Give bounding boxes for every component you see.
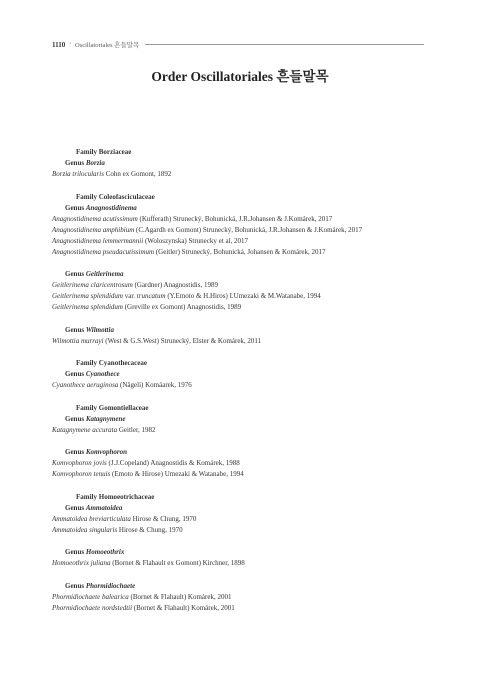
genus-name: Komvophoron	[85, 448, 128, 456]
genus-prefix: Genus	[65, 414, 85, 423]
taxon-group	[52, 447, 440, 480]
species-entry	[52, 302, 440, 313]
species-name: Cyanothece aeruginosa	[52, 381, 119, 389]
taxon-group	[52, 492, 440, 536]
taxonomy-list	[52, 147, 440, 614]
species-authority: Cohn ex Gomont, 1892	[105, 170, 172, 178]
species-entry	[52, 169, 440, 180]
species-name: Geitlerinema splendidum	[52, 303, 123, 311]
group-spacer	[52, 436, 440, 448]
genus-prefix: Genus	[65, 503, 85, 512]
variety-name: truncatum	[136, 292, 166, 300]
species-authority: (Bornet & Flahault) Komárek, 2001	[130, 592, 232, 601]
taxon-group	[52, 547, 440, 569]
running-header	[52, 40, 424, 49]
group-spacer	[52, 180, 440, 192]
species-entry	[52, 336, 440, 347]
species-entry	[52, 514, 440, 525]
genus-prefix: Genus	[65, 448, 85, 456]
species-name: Ammatoidea singularis	[52, 525, 118, 534]
genus-name: Cyanothece	[85, 370, 120, 378]
group-spacer	[52, 258, 440, 270]
species-name: Wilmottia murrayi	[52, 336, 104, 345]
species-name: Phormidiochaete nordstedtii	[52, 603, 133, 612]
species-name: Homoeothrix juliana	[52, 559, 111, 567]
species-name: Phormidiochaete balearica	[52, 592, 129, 601]
genus-name: Phormidiochaete	[85, 581, 136, 590]
genus-name: Borzia	[85, 159, 105, 167]
species-entry	[52, 291, 440, 302]
species-authority: (Gardner) Anagnostidis, 1989	[134, 281, 218, 289]
taxon-group	[52, 358, 440, 391]
species-authority: (Greville ex Gomont) Anagnostidis, 1989	[124, 303, 242, 311]
species-entry	[52, 425, 440, 436]
species-authority: Hirose & Chung, 1970	[118, 525, 183, 534]
species-authority: (Bornet & Flahault ex Gomont) Kirchner, 1898	[112, 559, 245, 567]
species-entry	[52, 469, 440, 480]
species-name: Anagnostidinema pseudacutissimum	[52, 247, 155, 256]
species-authority: (Geitler) Strunecký, Bohunická, Johansen & Komárek, 2017	[155, 247, 326, 256]
genus-prefix: Genus	[65, 370, 85, 378]
species-authority: (Nägeli) Komáarek, 1976	[120, 381, 192, 389]
species-name: Anagnostidinema lemmermannii	[52, 236, 144, 245]
group-spacer	[52, 569, 440, 581]
running-title: Oscillatoriales 흔들말목	[75, 42, 140, 49]
genus-heading	[52, 547, 440, 558]
taxon-group	[52, 147, 440, 180]
group-spacer	[52, 480, 440, 492]
genus-prefix: Genus	[65, 203, 85, 212]
genus-name: Homoeothrix	[85, 548, 125, 556]
genus-heading	[52, 269, 440, 280]
genus-name: Katagnymene	[85, 414, 126, 423]
species-name: Ammatoidea breviarticulata	[52, 514, 131, 523]
species-authority: (Bornet & Flahault) Komárek, 2001	[133, 603, 235, 612]
taxon-group	[52, 269, 440, 313]
group-spacer	[52, 536, 440, 548]
page-title: Order Oscillatoriales 흔들말목	[151, 69, 329, 84]
species-entry	[52, 380, 440, 391]
species-authority: (C.Agardh ex Gomont) Strunecký, Bohunická, J.R.Johansen & J.Komárek, 2017	[136, 225, 363, 234]
group-spacer	[52, 347, 440, 359]
genus-name: Anagnostidinema	[85, 203, 137, 212]
species-authority: (West & G.S.West) Strunecký, Elster & Komárek, 2011	[105, 336, 262, 345]
genus-heading	[52, 369, 440, 380]
species-authority: Geitler, 1982	[118, 425, 156, 434]
species-name: Katagnymene accurata	[52, 425, 118, 434]
genus-heading	[52, 414, 440, 425]
species-name: Anagnostidinema acutissimum	[52, 214, 138, 223]
genus-prefix: Genus	[65, 270, 85, 278]
species-authority: (Emoto & Hirose) Umezaki & Watanabe, 1994	[112, 470, 244, 478]
genus-heading	[52, 158, 440, 169]
family-heading: Family Homoeotrichaceae	[76, 492, 155, 501]
species-entry	[52, 592, 440, 603]
genus-prefix: Genus	[65, 581, 85, 590]
species-authority: (Y.Emoto & H.Hiros) I.Umezaki & M.Watanabe, 1994	[167, 292, 321, 300]
genus-heading	[52, 203, 440, 214]
taxon-group	[52, 403, 440, 436]
genus-heading	[52, 447, 440, 458]
bullet-separator: •	[69, 42, 71, 47]
species-authority: Hirose & Chung, 1970	[132, 514, 197, 523]
species-entry	[52, 525, 440, 536]
species-name: Borzia trilocularis	[52, 170, 104, 178]
species-authority: (J.J.Copeland) Anagnostidis & Komárek, 1988	[108, 459, 240, 467]
family-heading: Family Gomontiellaceae	[76, 403, 149, 412]
species-entry	[52, 280, 440, 291]
genus-name: Wilmottia	[85, 325, 114, 334]
group-spacer	[52, 313, 440, 325]
species-name: Anagnostidinema amphibium	[52, 225, 135, 234]
variety-label: var.	[124, 292, 136, 300]
species-entry	[52, 558, 440, 569]
species-entry	[52, 236, 440, 247]
species-entry	[52, 458, 440, 469]
species-name: Geitlerinema claricentrosum	[52, 281, 133, 289]
species-name: Geitlerinema splendidum	[52, 292, 123, 300]
page-number: 1110	[52, 40, 66, 49]
family-heading: Family Coleofasciculaceae	[76, 192, 155, 201]
genus-prefix: Genus	[65, 548, 85, 556]
species-entry	[52, 225, 440, 236]
genus-prefix: Genus	[65, 159, 85, 167]
genus-heading	[52, 503, 440, 514]
genus-prefix: Genus	[65, 325, 85, 334]
species-name: Komvophoron jovis	[52, 459, 107, 467]
species-entry	[52, 247, 440, 258]
taxon-group	[52, 581, 440, 614]
genus-name: Ammatoidea	[85, 503, 123, 512]
genus-heading	[52, 325, 440, 336]
species-authority: (Kufferath) Strunecký, Bohunická, J.R.Johansen & J.Komárek, 2017	[139, 214, 333, 223]
species-name: Komvophoron tenuis	[52, 470, 111, 478]
family-heading: Family Cyanothecaceae	[76, 359, 147, 367]
group-spacer	[52, 391, 440, 403]
genus-name: Geitlerinema	[85, 270, 124, 278]
genus-heading	[52, 581, 440, 592]
species-authority: (Woloszynska) Strunecky et al, 2017	[144, 236, 248, 245]
taxon-group	[52, 325, 440, 347]
taxon-group	[52, 192, 440, 258]
species-entry	[52, 603, 440, 614]
header-rule	[145, 44, 424, 45]
species-entry	[52, 214, 440, 225]
family-heading: Family Borziaceae	[76, 148, 132, 156]
